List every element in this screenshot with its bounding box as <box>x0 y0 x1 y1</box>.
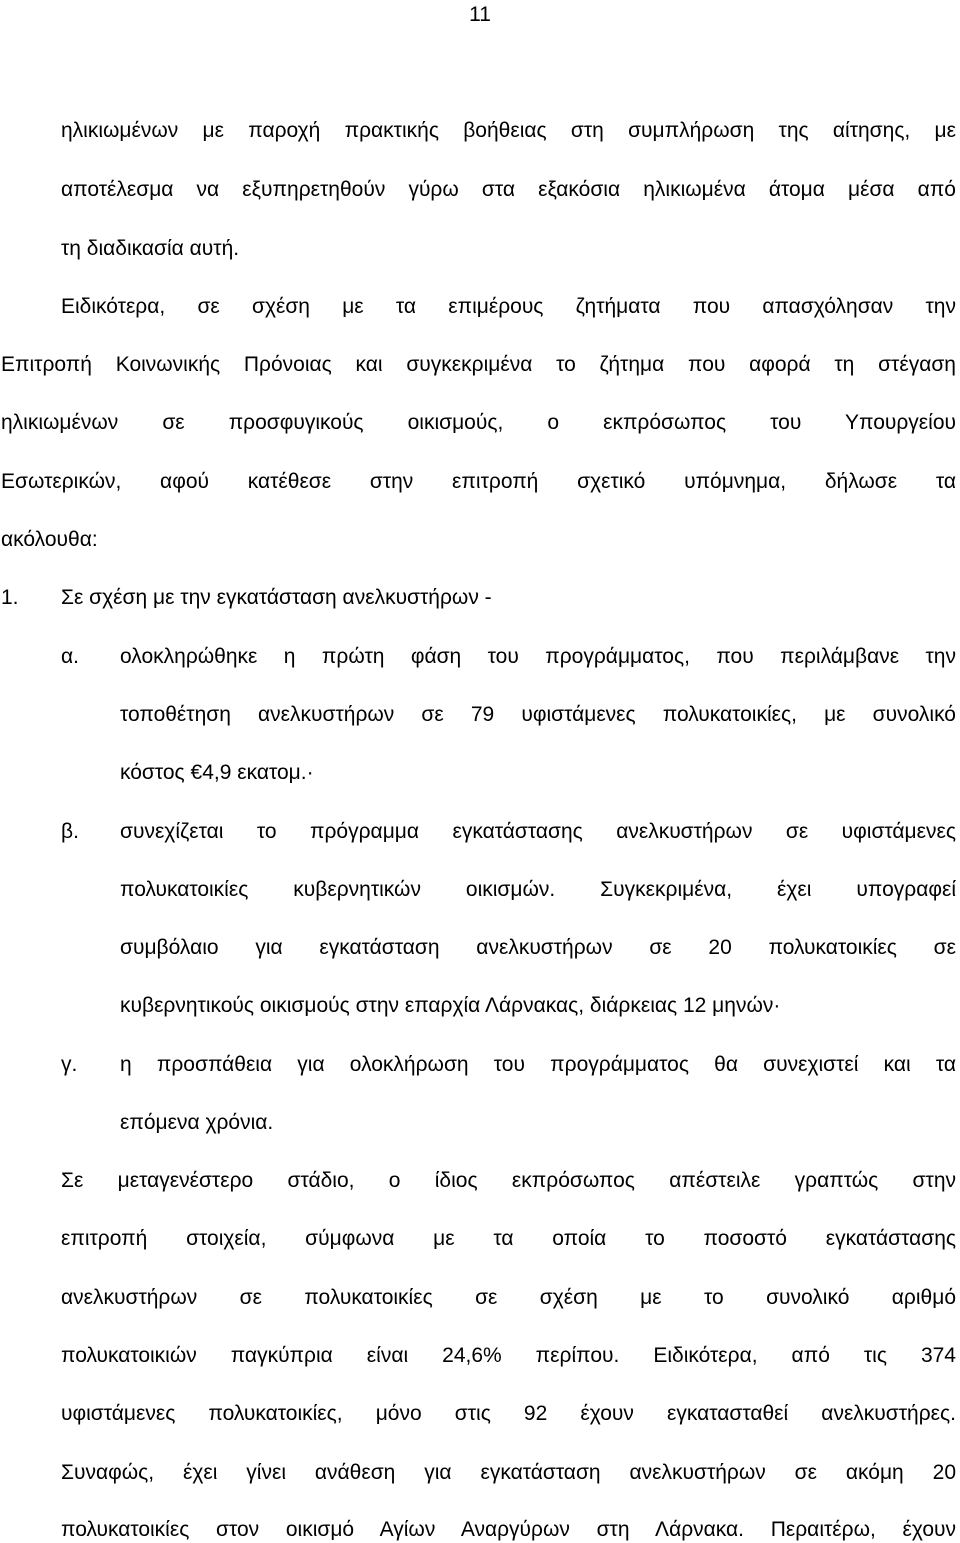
text-line: πολυκατοικίες κυβερνητικών οικισμών. Συγκεκριμένα, έχει υπογραφεί <box>120 878 956 901</box>
text-line: ανελκυστήρων σε πολυκατοικίες σε σχέση με το συνολικό αριθμό <box>61 1286 956 1309</box>
text-line: πολυκατοικιών παγκύπρια είναι 24,6% περίπου. Ειδικότερα, από τις 374 <box>61 1344 956 1367</box>
text-line: πολυκατοικίες στον οικισμό Αγίων Αναργύρων στη Λάρνακα. Περαιτέρω, έχουν <box>61 1518 956 1541</box>
text-line: Επιτροπή Κοινωνικής Πρόνοιας και συγκεκριμένα το ζήτημα που αφορά τη στέγαση <box>1 353 956 376</box>
text-line: κόστος €4,9 εκατομ.· <box>120 761 314 784</box>
text-line: Σε μεταγενέστερο στάδιο, ο ίδιος εκπρόσωπος απέστειλε γραπτώς στην <box>61 1169 956 1192</box>
text-line: συνεχίζεται το πρόγραμμα εγκατάστασης ανελκυστήρων σε υφιστάμενες <box>120 820 956 843</box>
list-marker: γ. <box>61 1053 78 1076</box>
text-line: ολοκληρώθηκε η πρώτη φάση του προγράμματος, που περιλάμβανε την <box>120 645 956 668</box>
text-line: τη διαδικασία αυτή. <box>61 237 240 260</box>
text-line: ηλικιωμένων με παροχή πρακτικής βοήθειας στη συμπλήρωση της αίτησης, με <box>61 119 956 142</box>
list-marker: 1. <box>1 586 19 609</box>
text-line: επόμενα χρόνια. <box>120 1111 274 1134</box>
text-line: η προσπάθεια για ολοκλήρωση του προγράμματος θα συνεχιστεί και τα <box>120 1053 956 1076</box>
text-line: ηλικιωμένων σε προσφυγικούς οικισμούς, ο εκπρόσωπος του Υπουργείου <box>1 411 956 434</box>
text-line: υφιστάμενες πολυκατοικίες, μόνο στις 92 έχουν εγκατασταθεί ανελκυστήρες. <box>61 1402 956 1425</box>
list-marker: β. <box>61 820 79 843</box>
text-line: κυβερνητικούς οικισμούς στην επαρχία Λάρνακας, διάρκειας 12 μηνών· <box>120 994 781 1017</box>
page-number: 11 <box>469 3 491 26</box>
text-line: τοποθέτηση ανελκυστήρων σε 79 υφιστάμενες πολυκατοικίες, με συνολικό <box>120 703 956 726</box>
text-line: αποτέλεσμα να εξυπηρετηθούν γύρω στα εξακόσια ηλικιωμένα άτομα μέσα από <box>61 178 956 201</box>
text-line: Ειδικότερα, σε σχέση με τα επιμέρους ζητήματα που απασχόλησαν την <box>61 295 956 318</box>
text-line: Εσωτερικών, αφού κατέθεσε στην επιτροπή σχετικό υπόμνημα, δήλωσε τα <box>1 470 956 493</box>
text-line: επιτροπή στοιχεία, σύμφωνα με τα οποία το ποσοστό εγκατάστασης <box>61 1227 956 1250</box>
text-line: ακόλουθα: <box>1 528 98 551</box>
list-marker: α. <box>61 645 79 668</box>
list-item-text: Σε σχέση με την εγκατάσταση ανελκυστήρων - <box>61 586 492 609</box>
text-line: συμβόλαιο για εγκατάσταση ανελκυστήρων σε 20 πολυκατοικίες σε <box>120 936 956 959</box>
text-line: Συναφώς, έχει γίνει ανάθεση για εγκατάσταση ανελκυστήρων σε ακόμη 20 <box>61 1461 956 1484</box>
